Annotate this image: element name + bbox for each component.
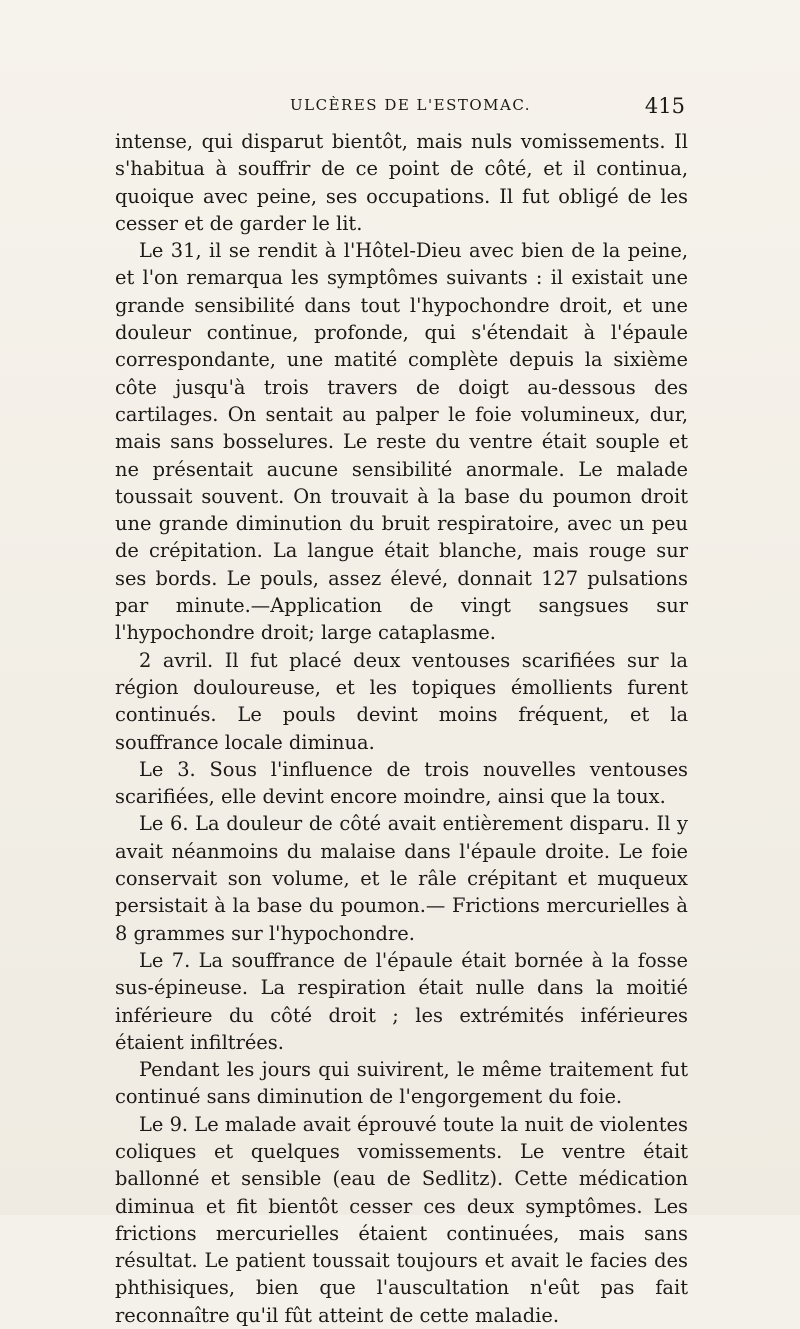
paragraph: 2 avril. Il fut placé deux ventouses scarifiées sur la région douloureuse, et les topiques émollients furent continués. Le pouls devint moins fréquent, et la souffrance locale diminua. [115, 648, 688, 754]
paragraph: Le 7. La souffrance de l'épaule était bornée à la fosse sus-épineuse. La respiration était nulle dans la moitié inférieure du côté droit ; les extrémités inférieures étaient infiltrées. [115, 948, 688, 1054]
paragraph: Le 9. Le malade avait éprouvé toute la nuit de violentes coliques et quelques vomissements. Le ventre était ballonné et sensible (eau de Sedlitz). Cette médication diminua et fit bientôt cesser ces deux symptômes. Les frictions mercurielles étaient continuées, mais sans résultat. Le patient toussait toujours et avait le facies des phthisiques, bien que l'auscultation n'eût pas fait reconnaître qu'il fût atteint de cette maladie. [115, 1112, 688, 1327]
paragraph: Le 3. Sous l'influence de trois nouvelles ventouses scarifiées, elle devint encore moindre, ainsi que la toux. [115, 757, 688, 809]
body-text [115, 128, 688, 1329]
paragraph: Le 31, il se rendit à l'Hôtel-Dieu avec bien de la peine, et l'on remarqua les symptômes suivants : il existait une grande sensibilité dans tout l'hypochondre droit, et une douleur continue, profonde, qui s'étendait à l'épaule correspondante, une matité complète depuis la sixième côte jusqu'à trois travers de doigt au-dessous des cartilages. On sentait au palper le foie volumineux, dur, mais sans bosselures. Le reste du ventre était souple et ne présentait aucune sensibilité anormale. Le malade toussait souvent. On trouvait à la base du poumon droit une grande diminution du bruit respiratoire, avec un peu de crépitation. La langue était blanche, mais rouge sur ses bords. Le pouls, assez élevé, donnait 127 pulsations par minute.—Application de vingt sangsues sur l'hypochondre droit; large cataplasme. [115, 239, 688, 645]
paragraph: Pendant les jours qui suivirent, le même traitement fut continué sans diminution de l'engorgement du foie. [115, 1058, 688, 1109]
page-number: 415 [644, 94, 685, 118]
paragraph: Le 6. La douleur de côté avait entièrement disparu. Il y avait néanmoins du malaise dans l'épaule droite. Le foie conservait son volume, et le râle crépitant et muqueux persistait à la base du poumon.— Frictions mercurielles à 8 grammes sur l'hypochondre. [115, 812, 688, 945]
paragraph: intense, qui disparut bientôt, mais nuls vomissements. Il s'habitua à souffrir de ce point de côté, et il continua, quoique avec peine, ses occupations. Il fut obligé de les cesser et de garder le lit. [115, 130, 688, 235]
running-title: ULCÈRES DE L'ESTOMAC. [290, 96, 532, 114]
page-header [115, 96, 685, 120]
